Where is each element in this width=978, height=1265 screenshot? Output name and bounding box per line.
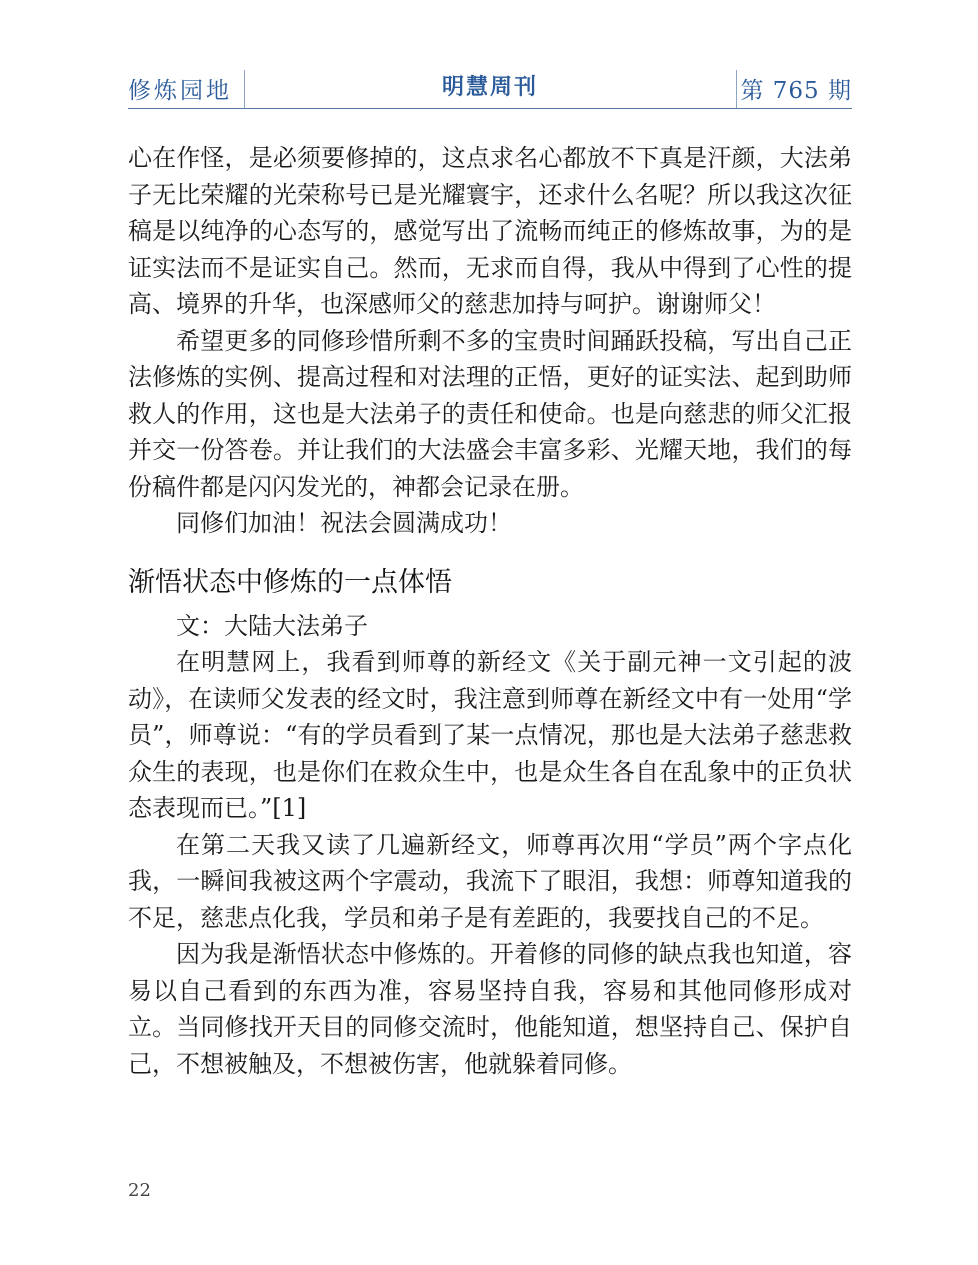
article-paragraph: 因为我是渐悟状态中修炼的。开着修的同修的缺点我也知道，容易以自己看到的东西为准，容易坚持自我，容易和其他同修形成对立。当同修找开天目的同修交流时，他能知道，想坚持自己、保护自己，不想被触及，不想被伤害，他就躲着同修。: [128, 940, 852, 1078]
page-header: [128, 64, 852, 109]
paragraph: 同修们加油！祝法会圆满成功！: [176, 509, 512, 537]
issue-number: 第 765 期: [740, 78, 852, 104]
paragraph: 希望更多的同修珍惜所剩不多的宝贵时间踊跃投稿，写出自己正法修炼的实例、提高过程和对法理的正悟，更好的证实法、起到助师救人的作用，这也是大法弟子的责任和使命。也是向慈悲的师父汇报并交一份答卷。并让我们的大法盛会丰富多彩、光耀天地，我们的每份稿件都是闪闪发光的，神都会记录在册。: [128, 326, 852, 501]
page-number: 22: [128, 1180, 151, 1201]
header-divider-right: [736, 70, 737, 108]
article-paragraph: 在第二天我又读了几遍新经文，师尊再次用“学员”两个字点化我，一瞬间我被这两个字震动，我流下了眼泪，我想：师尊知道我的不足，慈悲点化我，学员和弟子是有差距的，我要找自己的不足。: [128, 830, 852, 932]
publication-title: 明慧周刊: [441, 75, 538, 100]
article-title: 渐悟状态中修炼的一点体悟: [128, 566, 452, 598]
section-name: 修炼园地: [128, 78, 232, 104]
article-paragraph: 在明慧网上，我看到师尊的新经文《关于副元神一文引起的波动》，在读师父发表的经文时，我注意到师尊在新经文中有一处用“学员”，师尊说：“有的学员看到了某一点情况，那也是大法弟子慈悲救众生的表现，也是你们在救众生中，也是众生各自在乱象中的正负状态表现而已。”[1]: [128, 648, 852, 822]
paragraph-continued: 心在作怪，是必须要修掉的，这点求名心都放不下真是汗颜，大法弟子无比荣耀的光荣称号已是光耀寰宇，还求什么名呢？所以我这次征稿是以纯净的心态写的，感觉写出了流畅而纯正的修炼故事，为的是证实法而不是证实自己。然而，无求而自得，我从中得到了心性的提高、境界的升华，也深感师父的慈悲加持与呵护。谢谢师父！: [128, 144, 852, 318]
article-author: 文：大陆大法弟子: [176, 611, 368, 640]
page-content: [128, 140, 852, 1082]
